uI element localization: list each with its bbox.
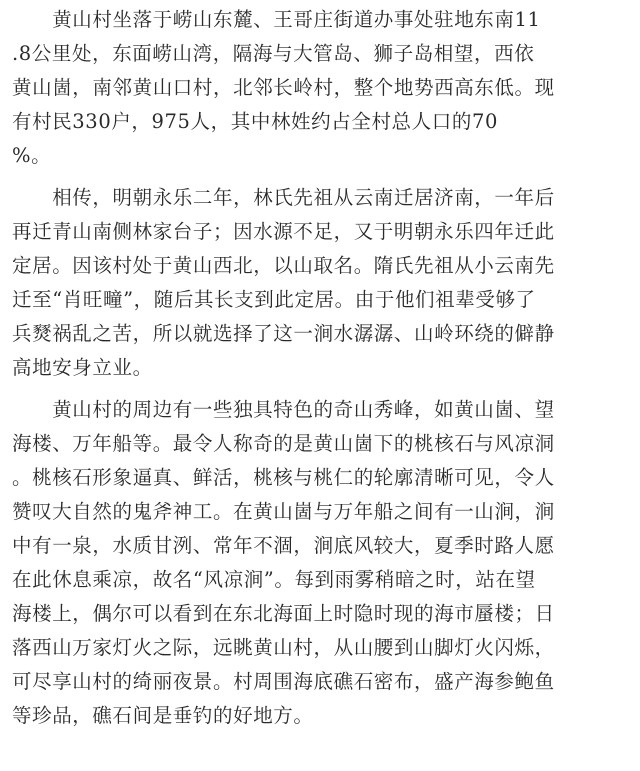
text-line: 相传，明朝永乐二年，林氏先祖从云南迁居济南，一年后 [12, 186, 555, 209]
text-line: 。桃核石形象逼真、鲜活，桃核与桃仁的轮廓清晰可见，令人 [12, 466, 555, 489]
text-line: 黄山崮，南邻黄山口村，北邻长岭村，整个地势西高东低。现 [12, 76, 555, 99]
paragraph-scenery [12, 393, 632, 733]
text-line: 赞叹大自然的鬼斧神工。在黄山崮与万年船之间有一山涧，涧 [12, 500, 555, 523]
text-line: 等珍品，礁石间是垂钓的好地方。 [12, 704, 314, 727]
text-line: 在此休息乘凉，故名“风凉涧”。每到雨雾稍暗之时，站在望 [12, 568, 536, 591]
text-line: 海楼、万年船等。最令人称奇的是黄山崮下的桃核石与风凉洞 [12, 432, 555, 455]
paragraph-history [12, 181, 632, 385]
text-line: 黄山村坐落于崂山东麓、王哥庄街道办事处驻地东南11 [12, 8, 541, 31]
text-line: .8公里处，东面崂山湾，隔海与大管岛、狮子岛相望，西依 [12, 42, 535, 65]
text-line: 高地安身立业。 [12, 356, 153, 379]
text-line: 海楼上，偶尔可以看到在东北海面上时隐时现的海市蜃楼；日 [12, 602, 555, 625]
text-line: 兵燹祸乱之苦，所以就选择了这一涧水潺潺、山岭环绕的僻静 [12, 322, 555, 345]
text-line: 迁至“肖旺疃”，随后其长支到此定居。由于他们祖辈受够了 [12, 288, 536, 311]
text-line: %。 [12, 144, 52, 167]
text-line: 可尽享山村的绮丽夜景。村周围海底礁石密布，盛产海参鲍鱼 [12, 670, 555, 693]
text-line: 黄山村的周边有一些独具特色的奇山秀峰，如黄山崮、望 [12, 398, 555, 421]
text-line: 落西山万家灯火之际，远眺黄山村，从山腰到山脚灯火闪烁， [12, 636, 555, 659]
text-line: 定居。因该村处于黄山西北，以山取名。隋氏先祖从小云南先 [12, 254, 555, 277]
text-line: 有村民330户，975人，其中林姓约占全村总人口的70 [12, 110, 498, 133]
text-line: 再迁青山南侧林家台子；因水源不足，又于明朝永乐四年迁此 [12, 220, 555, 243]
text-line: 中有一泉，水质甘洌、常年不涸，涧底风较大，夏季时路人愿 [12, 534, 555, 557]
paragraph-intro [12, 3, 632, 173]
